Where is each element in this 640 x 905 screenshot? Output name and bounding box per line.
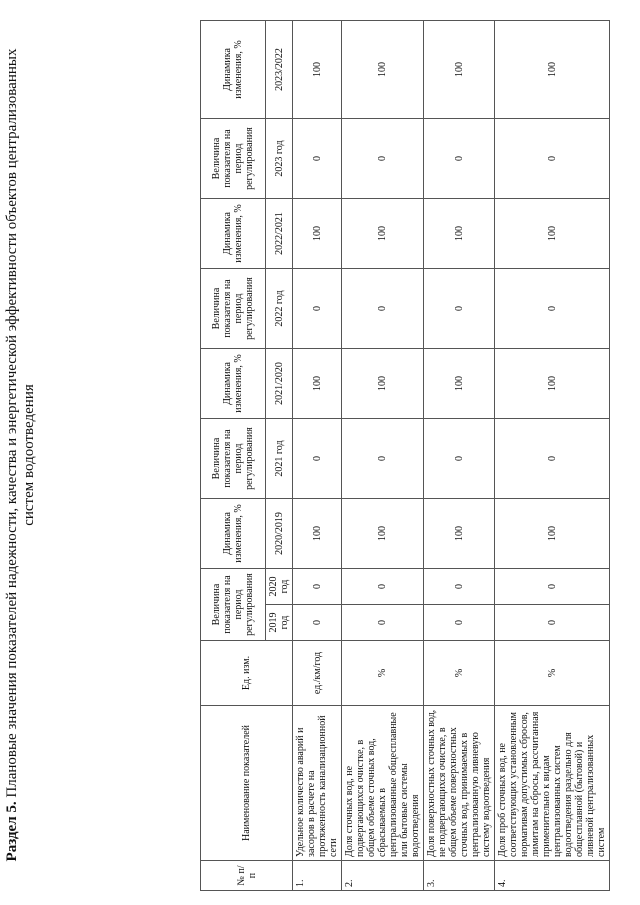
- cell-2021: 0: [495, 419, 610, 499]
- table-row: [342, 21, 424, 891]
- cell-d2021: 100: [495, 349, 610, 419]
- cell-d2021: 100: [424, 349, 495, 419]
- year-2023: 2023 год: [266, 119, 293, 199]
- row-name: Удельное количество аварий и засоров в расчете на протяженность канализационной сети: [293, 706, 342, 861]
- indicators-table: [200, 20, 610, 891]
- cell-2020: 0: [424, 569, 495, 605]
- cell-2021: 0: [424, 419, 495, 499]
- cell-d2021: 100: [293, 349, 342, 419]
- cell-d2020: 100: [293, 499, 342, 569]
- cell-2022: 0: [293, 269, 342, 349]
- cell-d2023: 100: [342, 21, 424, 119]
- cell-2020: 0: [342, 569, 424, 605]
- cell-2022: 0: [342, 269, 424, 349]
- header-dynamics-2023: Динамика изменения, %: [201, 21, 266, 119]
- cell-d2022: 100: [342, 199, 424, 269]
- row-unit: %: [495, 641, 610, 706]
- header-value-2022: Величина показателя на период регулирования: [201, 269, 266, 349]
- cell-2023: 0: [495, 119, 610, 199]
- header-dynamics-2022: Динамика изменения, %: [201, 199, 266, 269]
- table-row: [293, 21, 342, 891]
- row-num: 2.: [342, 861, 424, 891]
- table-row: [495, 21, 610, 891]
- cell-2019: 0: [495, 605, 610, 641]
- cell-2023: 0: [424, 119, 495, 199]
- row-unit: %: [342, 641, 424, 706]
- header-value-2019-2020: Величина показателя на период регулирования: [201, 569, 266, 641]
- cell-d2021: 100: [342, 349, 424, 419]
- cell-2022: 0: [495, 269, 610, 349]
- header-value-2021: Величина показателя на период регулирования: [201, 419, 266, 499]
- cell-d2020: 100: [495, 499, 610, 569]
- cell-2020: 0: [495, 569, 610, 605]
- cell-d2020: 100: [424, 499, 495, 569]
- cell-2021: 0: [342, 419, 424, 499]
- cell-d2022: 100: [495, 199, 610, 269]
- year-2021: 2021 год: [266, 419, 293, 499]
- cell-d2023: 100: [424, 21, 495, 119]
- cell-2023: 0: [293, 119, 342, 199]
- header-dynamics-2021: Динамика изменения, %: [201, 349, 266, 419]
- cell-2021: 0: [293, 419, 342, 499]
- row-num: 1.: [293, 861, 342, 891]
- row-name: Доля поверхностных сточных вод, не подвергающихся очистке, в общем объеме поверхностных сточных вод, принимаемых в централизованную ливневую систему водоотведения: [424, 706, 495, 861]
- period-2023-2022: 2023/2022: [266, 21, 293, 119]
- cell-d2023: 100: [293, 21, 342, 119]
- section-label: Раздел 5.: [4, 801, 20, 862]
- header-unit: Ед. изм.: [201, 641, 293, 706]
- cell-2022: 0: [424, 269, 495, 349]
- header-row: [201, 21, 266, 891]
- year-2022: 2022 год: [266, 269, 293, 349]
- table-row: [424, 21, 495, 891]
- row-unit: %: [424, 641, 495, 706]
- period-2021-2020: 2021/2020: [266, 349, 293, 419]
- row-name: Доля сточных вод, не подвергающихся очистке, в общем объеме сточных вод, сбрасываемых в централизованные общесплавные или бытовые системы водоотведения: [342, 706, 424, 861]
- row-num: 3.: [424, 861, 495, 891]
- cell-d2020: 100: [342, 499, 424, 569]
- header-name: Наименование показателей: [201, 706, 293, 861]
- row-unit: ед./км/год: [293, 641, 342, 706]
- row-num: 4.: [495, 861, 610, 891]
- header-value-2023: Величина показателя на период регулирования: [201, 119, 266, 199]
- cell-2019: 0: [424, 605, 495, 641]
- header-num: № п/п: [201, 861, 293, 891]
- cell-d2023: 100: [495, 21, 610, 119]
- page-title: [4, 25, 38, 885]
- period-2022-2021: 2022/2021: [266, 199, 293, 269]
- header-dynamics-2020: Динамика изменения, %: [201, 499, 266, 569]
- cell-2019: 0: [342, 605, 424, 641]
- cell-d2022: 100: [424, 199, 495, 269]
- period-2020-2019: 2020/2019: [266, 499, 293, 569]
- year-2019: 2019 год: [266, 605, 293, 641]
- cell-d2022: 100: [293, 199, 342, 269]
- cell-2023: 0: [342, 119, 424, 199]
- cell-2019: 0: [293, 605, 342, 641]
- row-name: Доля проб сточных вод, не соответствующих установленным нормативам допустимых сбросов, лимитам на сбросы, рассчитанная применительно к видам централизованных систем водоотведения раздельно для общесплавной (бытовой) и ливневой централизованных систем: [495, 706, 610, 861]
- year-2020: 2020 год: [266, 569, 293, 605]
- section-title: Плановые значения показателей надежности, качества и энергетической эффективности объектов централизованных систем водоотведения: [4, 48, 37, 798]
- cell-2020: 0: [293, 569, 342, 605]
